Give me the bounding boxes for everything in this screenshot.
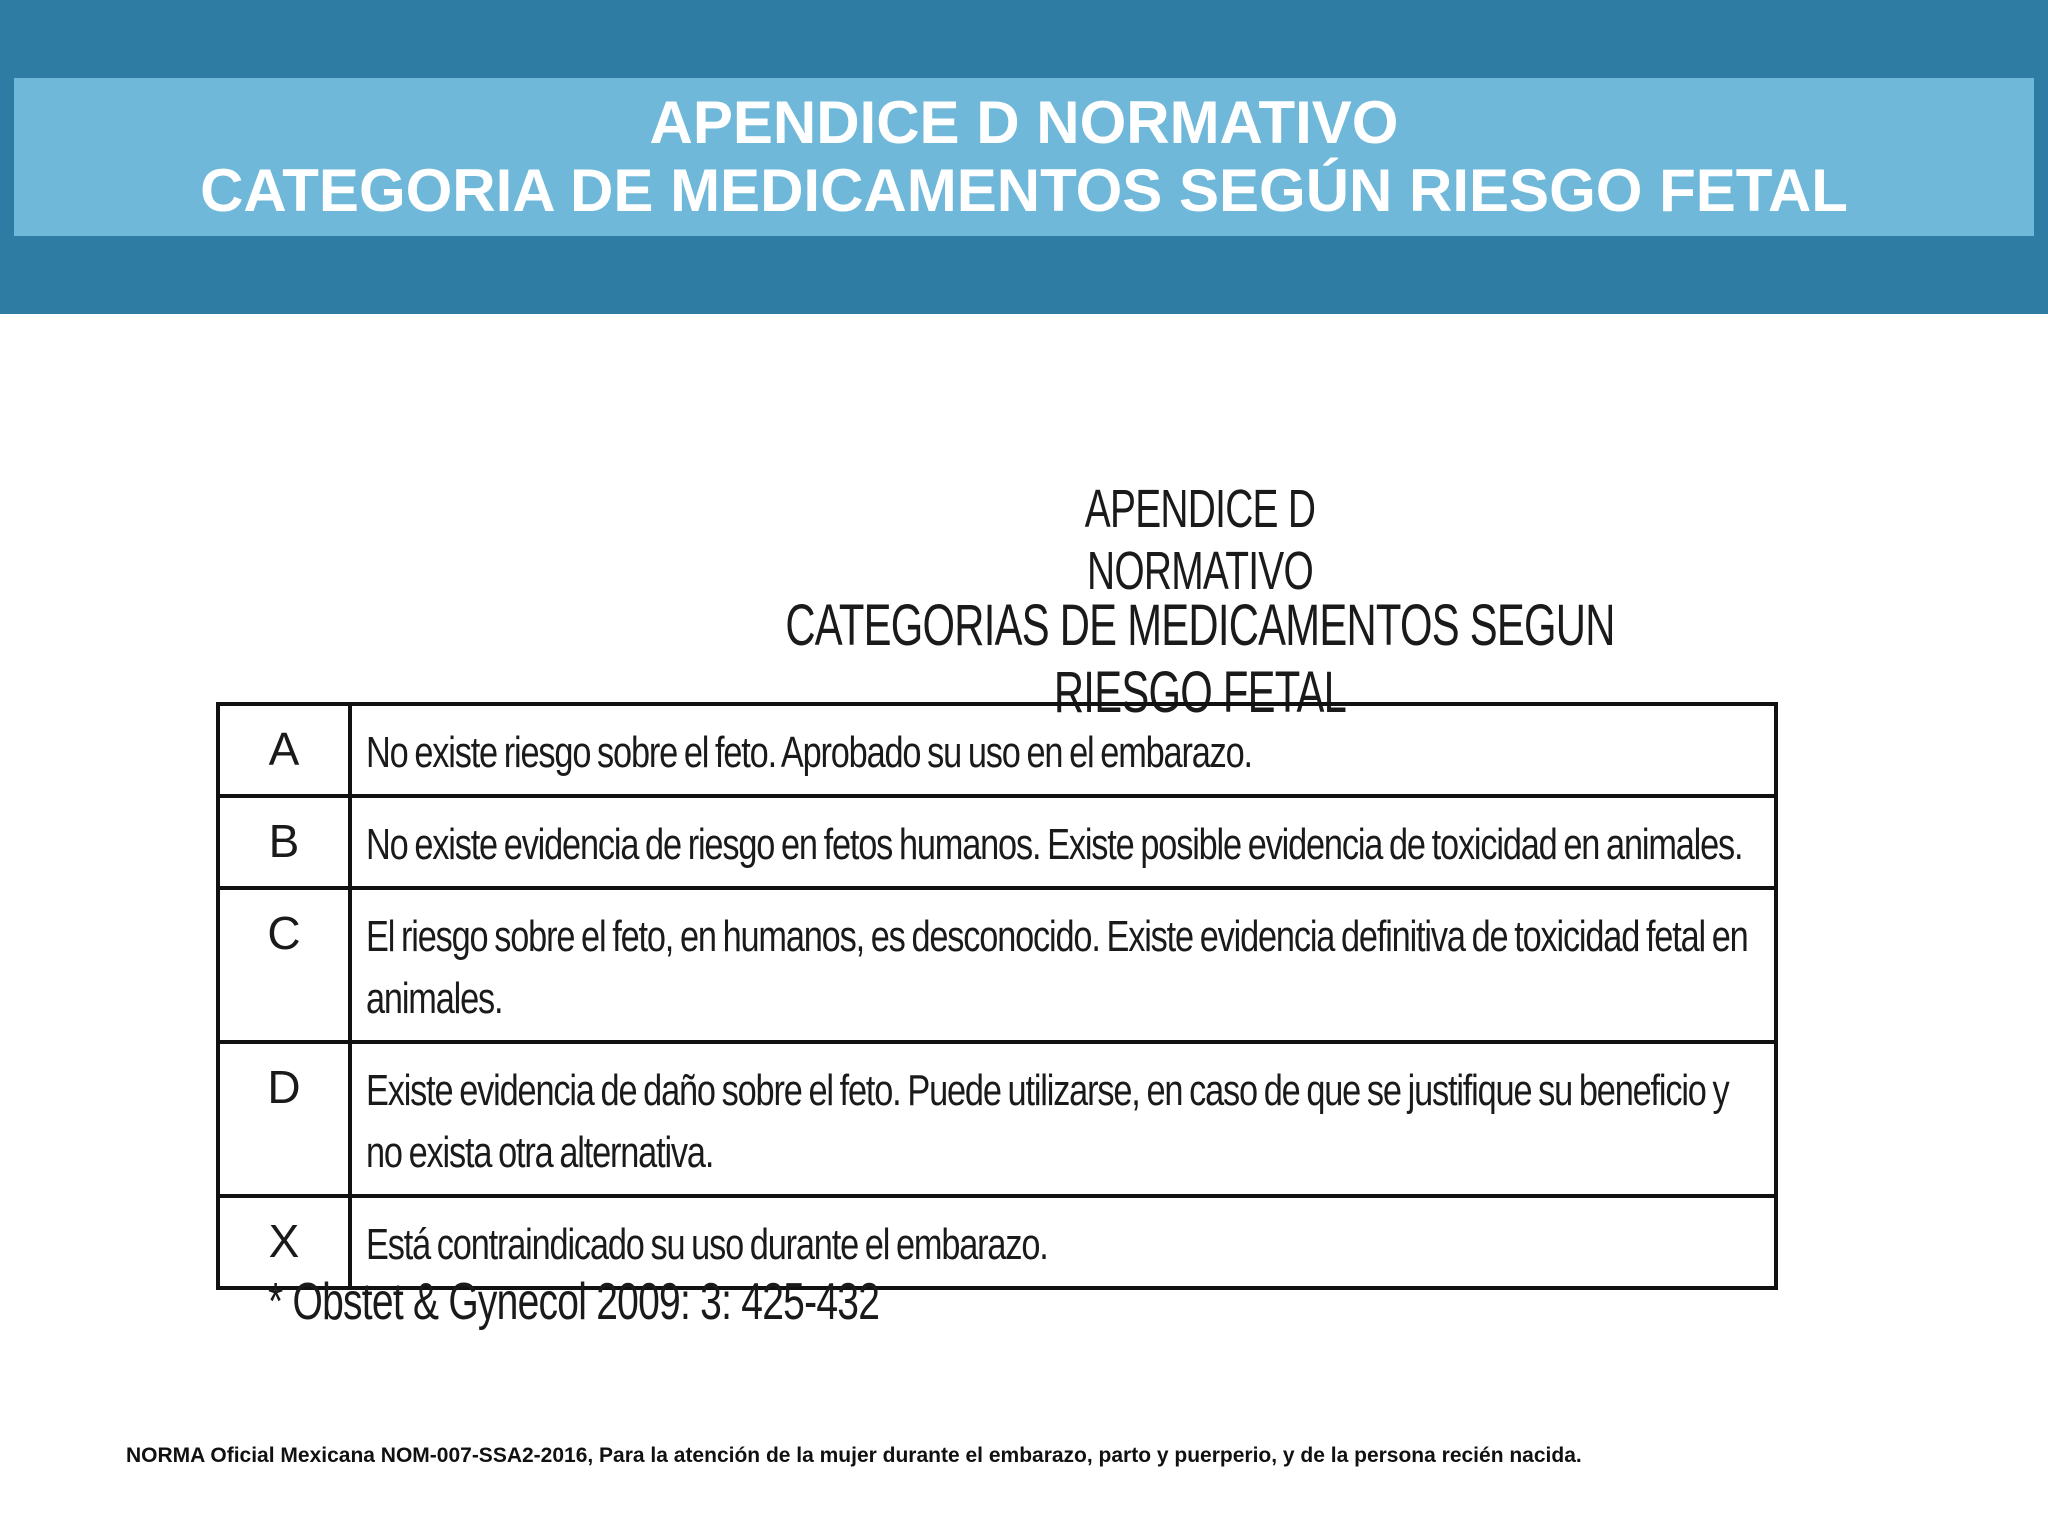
description-cell bbox=[350, 704, 1776, 796]
risk-category-table bbox=[216, 702, 1778, 1290]
table-row bbox=[218, 796, 1776, 888]
description-text: No existe riesgo sobre el feto. Aprobado su uso en el embarazo. bbox=[366, 728, 1252, 777]
table-row bbox=[218, 1042, 1776, 1196]
table-row bbox=[218, 704, 1776, 796]
footer-reference: NORMA Oficial Mexicana NOM-007-SSA2-2016, Para la atención de la mujer durante el embarazo, parto y puerperio, y de la persona recién nacida. bbox=[126, 1444, 1582, 1467]
source-note: * Obstet & Gynecol 2009: 3: 425-432 bbox=[268, 1273, 880, 1331]
description-text: El riesgo sobre el feto, en humanos, es desconocido. Existe evidencia definitiva de toxicidad fetal en animales. bbox=[366, 912, 1748, 1023]
scan-title-line-1: APENDICE D NORMATIVO bbox=[1084, 479, 1316, 601]
description-cell bbox=[350, 796, 1776, 888]
category-cell: C bbox=[218, 888, 350, 1042]
category-cell: A bbox=[218, 704, 350, 796]
description-cell bbox=[350, 1042, 1776, 1196]
slide-title-box bbox=[14, 78, 2034, 236]
table-row bbox=[218, 888, 1776, 1042]
description-cell bbox=[350, 888, 1776, 1042]
description-text: Existe evidencia de daño sobre el feto. Puede utilizarse, en caso de que se justifique su beneficio y no exista otra alternativa. bbox=[366, 1066, 1729, 1177]
category-cell: X bbox=[218, 1196, 350, 1288]
scan-title-line-2: CATEGORIAS DE MEDICAMENTOS SEGUN RIESGO FETAL bbox=[785, 593, 1615, 725]
slide-title-line-1: APENDICE D NORMATIVO bbox=[649, 89, 1399, 156]
header-band bbox=[0, 0, 2048, 314]
category-cell: B bbox=[218, 796, 350, 888]
category-cell: D bbox=[218, 1042, 350, 1196]
slide-title-line-2: CATEGORIA DE MEDICAMENTOS SEGÚN RIESGO FETAL bbox=[200, 157, 1848, 224]
description-text: No existe evidencia de riesgo en fetos humanos. Existe posible evidencia de toxicidad en animales. bbox=[366, 820, 1743, 869]
description-text: Está contraindicado su uso durante el embarazo. bbox=[366, 1220, 1048, 1269]
